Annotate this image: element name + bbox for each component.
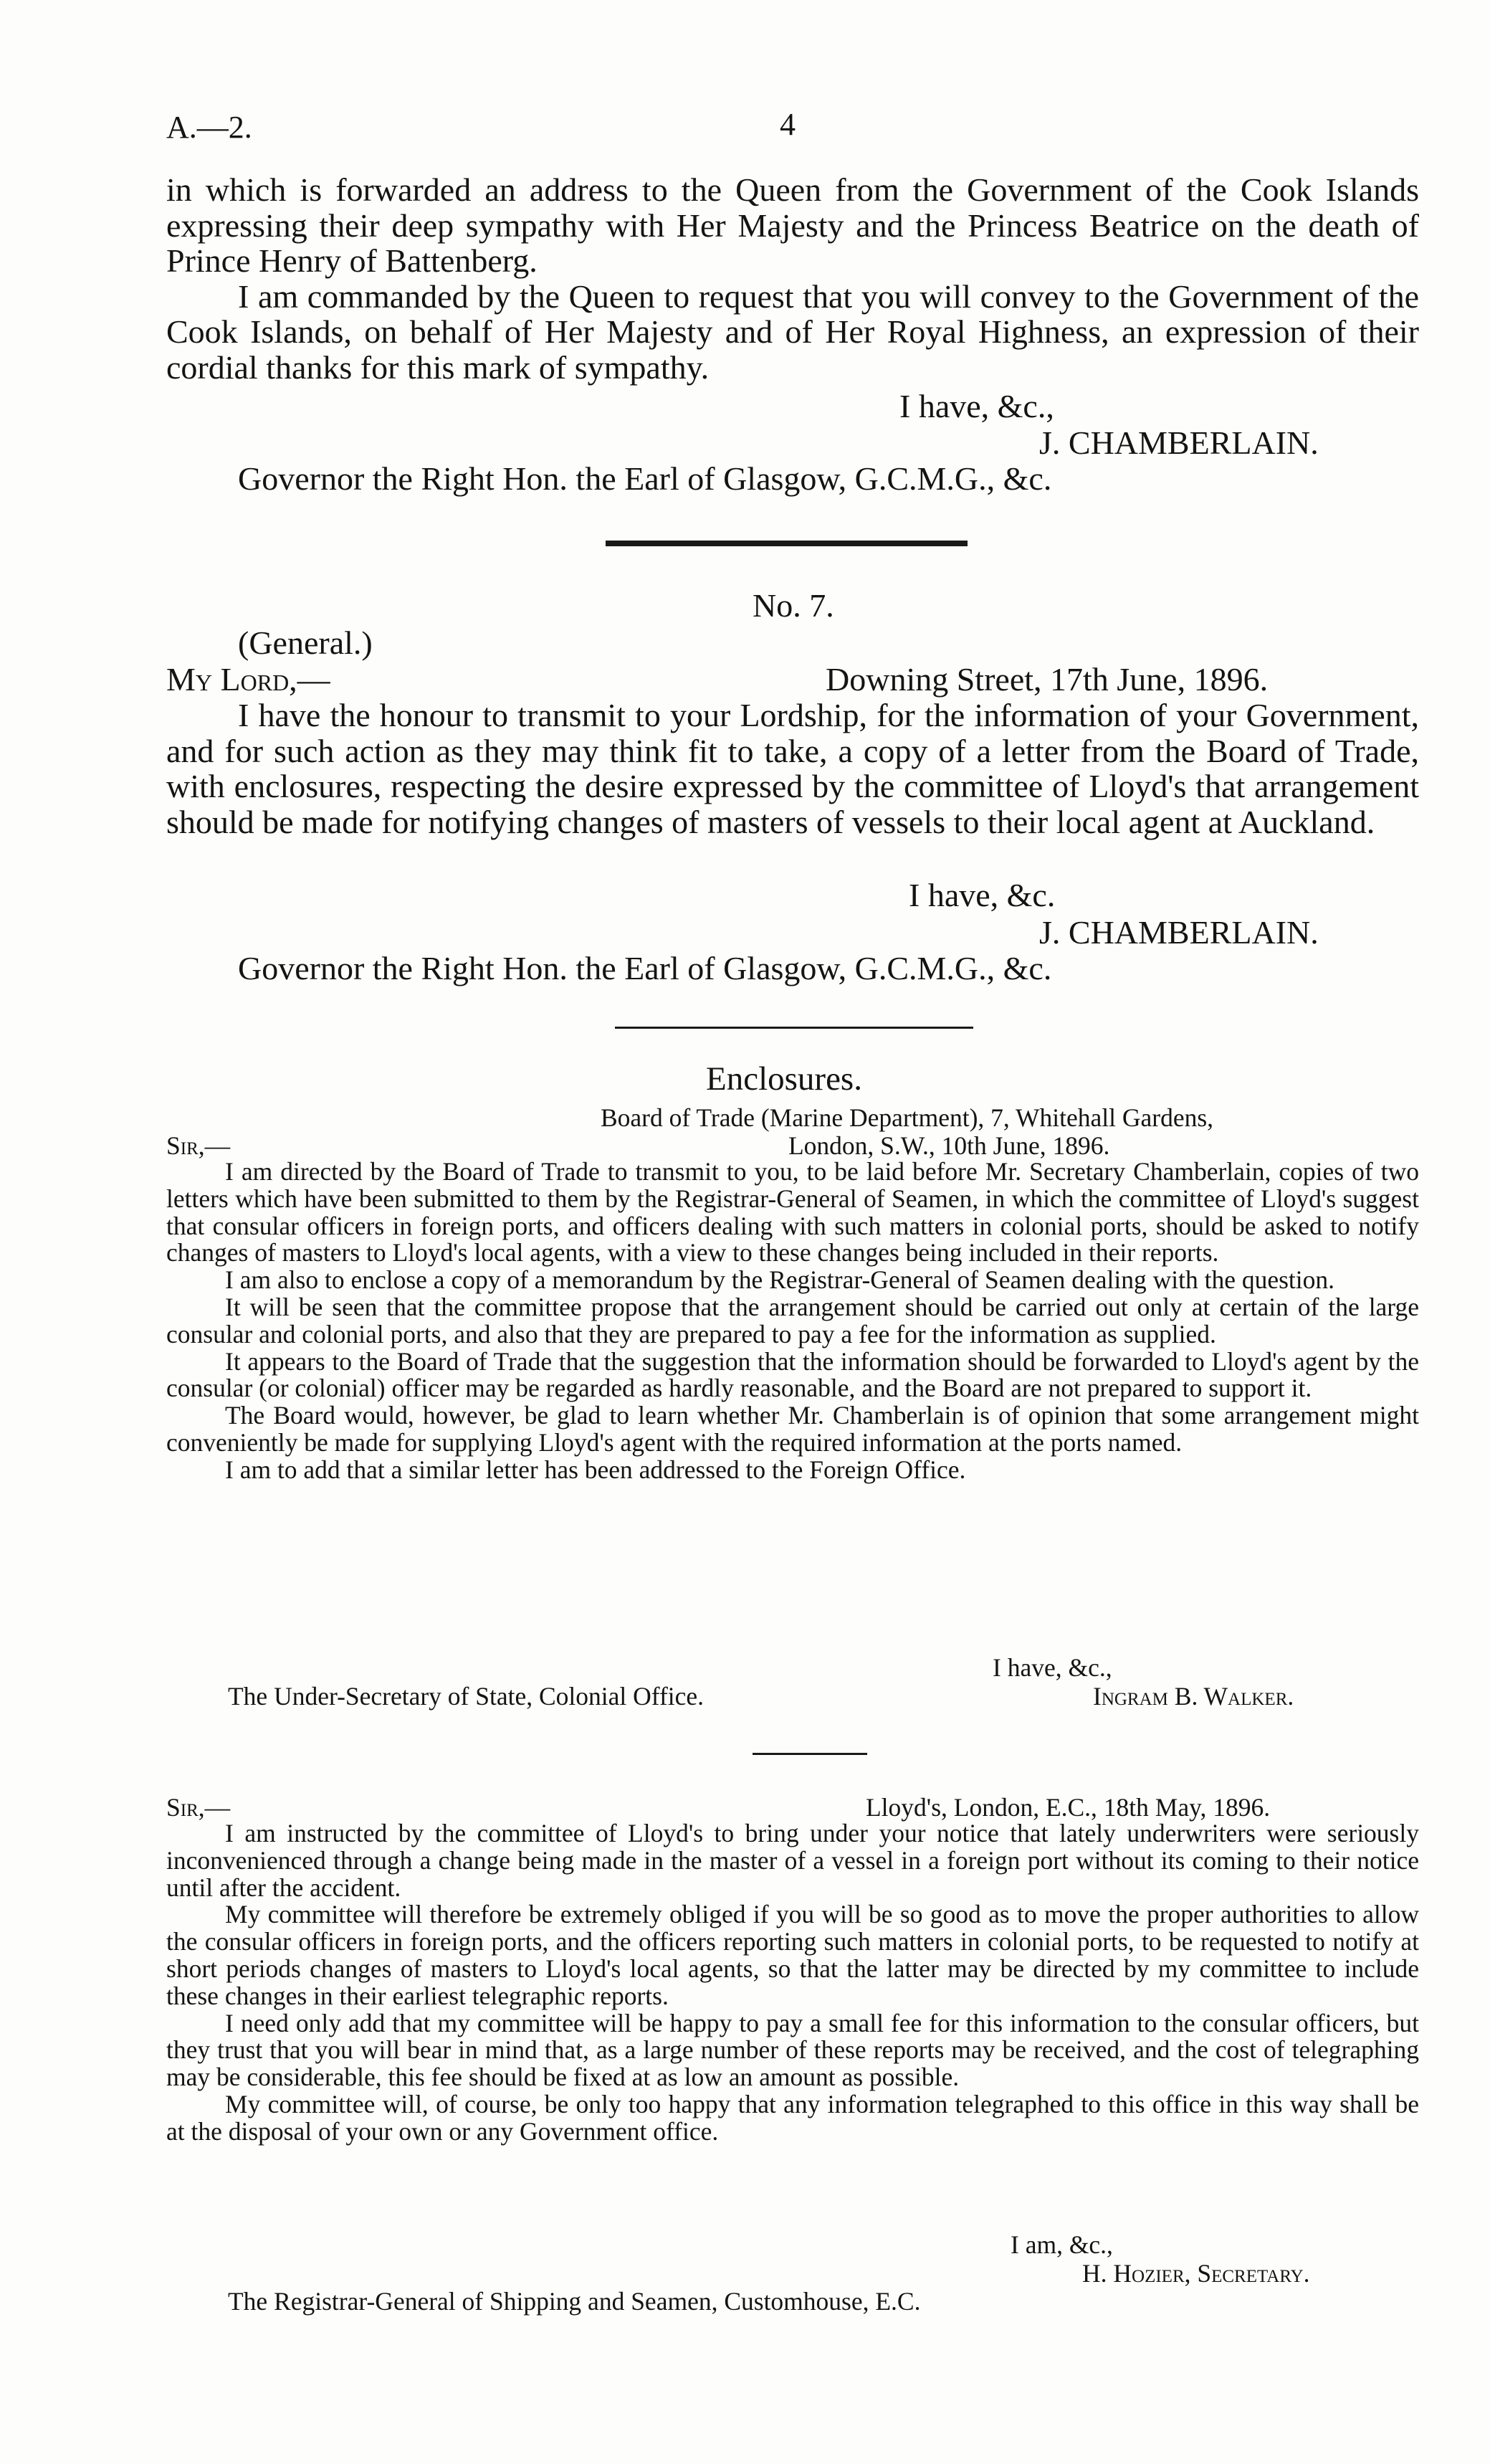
section1-closing: I have, &c., bbox=[899, 388, 1054, 424]
section-divider-thin bbox=[615, 1027, 973, 1029]
enclosure1-salutation: Sir,— bbox=[166, 1131, 231, 1160]
enclosures-heading: Enclosures. bbox=[706, 1060, 862, 1098]
enclosure1-paragraph-4: It appears to the Board of Trade that the suggestion that the information should be forwarded to Lloyd's agent by the consular (or colonial) officer may be regarded as hardly reasonable, and the Board are not prepared to support it. bbox=[166, 1346, 1419, 1403]
enclosure2-paragraph-1: I am instructed by the committee of Lloyd's to bring under your notice that lately underwriters were seriously inconvenienced through a change being made in the master of a vessel in a foreign port without its coming to their notice until after the accident. bbox=[166, 1819, 1419, 1902]
enclosure1-closing: I have, &c., bbox=[993, 1653, 1112, 1682]
enclosure2-addressee: The Registrar-General of Shipping and Seamen, Customhouse, E.C. bbox=[228, 2287, 921, 2316]
section1-body bbox=[166, 172, 1419, 386]
no7-body bbox=[166, 698, 1419, 839]
no7-signature: J. CHAMBERLAIN. bbox=[1039, 914, 1319, 951]
section1-addressee: Governor the Right Hon. the Earl of Glasgow, G.C.M.G., &c. bbox=[238, 460, 1052, 497]
letter-category: (General.) bbox=[238, 624, 373, 661]
section1-signature: J. CHAMBERLAIN. bbox=[1039, 424, 1319, 461]
enclosure2-signature: H. Hozier, Secretary. bbox=[1082, 2259, 1310, 2288]
enclosure1-paragraph-2: I am also to enclose a copy of a memorandum by the Registrar-General of Seamen dealing with the question. bbox=[225, 1265, 1334, 1295]
page-number: 4 bbox=[780, 107, 796, 142]
section1-paragraph-1: in which is forwarded an address to the Queen from the Government of the Cook Islands expressing their deep sympathy with Her Majesty and the Princess Beatrice on the death of Prince Henry of Battenberg. bbox=[166, 171, 1419, 280]
enclosure1-paragraph-1: I am directed by the Board of Trade to transmit to you, to be laid before Mr. Secretary Chamberlain, copies of two letters which have been submitted to them by the Registrar-General of Seamen, in which the committee of Lloyd's suggest that consular officers in foreign ports, and officers dealing with such matters in colonial ports, should be asked to notify changes of masters to Lloyd's local agents, with a view to these changes being included in their reports. bbox=[166, 1157, 1419, 1267]
enclosure2-paragraph-4: My committee will, of course, be only too happy that any information telegraphed to this office in this way shall be at the disposal of your own or any Government office. bbox=[166, 2089, 1419, 2146]
enclosure1-address-line2: London, S.W., 10th June, 1896. bbox=[788, 1131, 1110, 1160]
enclosure1-paragraph-6: I am to add that a similar letter has been addressed to the Foreign Office. bbox=[225, 1455, 966, 1484]
enclosure1-address-line1: Board of Trade (Marine Department), 7, Whitehall Gardens, bbox=[601, 1103, 1214, 1132]
no7-addressee: Governor the Right Hon. the Earl of Glasgow, G.C.M.G., &c. bbox=[238, 950, 1052, 986]
enclosure1-paragraph-5: The Board would, however, be glad to learn whether Mr. Chamberlain is of opinion that some arrangement might conveniently be made for supplying Lloyd's agent with the required information at the ports named. bbox=[166, 1401, 1419, 1457]
enclosure2-salutation: Sir,— bbox=[166, 1793, 231, 1822]
enclosure-divider bbox=[753, 1753, 867, 1755]
document-number-heading: No. 7. bbox=[753, 587, 834, 624]
enclosure1-addressee: The Under-Secretary of State, Colonial Office. bbox=[228, 1682, 705, 1711]
page-series-label: A.—2. bbox=[166, 110, 252, 145]
letter-place-date: Downing Street, 17th June, 1896. bbox=[826, 661, 1269, 698]
enclosure1-paragraph-3: It will be seen that the committee propose that the arrangement should be carried out only at certain of the large consular and colonial ports, and also that they are prepared to pay a fee for the information as supplied. bbox=[166, 1292, 1419, 1348]
section-divider-thick bbox=[606, 541, 968, 546]
enclosure2-body bbox=[166, 1820, 1419, 2146]
enclosure1-signature: Ingram B. Walker. bbox=[1093, 1682, 1294, 1711]
enclosure1-body bbox=[166, 1159, 1419, 1484]
enclosure2-paragraph-3: I need only add that my committee will be happy to pay a small fee for this information to the consular officers, but they trust that you will bear in mind that, as a large number of these reports may be received, and the cost of telegraphing may be considerable, this fee should be fixed at as low an amount as possible. bbox=[166, 2008, 1419, 2092]
no7-paragraph-1: I have the honour to transmit to your Lordship, for the information of your Government, and for such action as they may think fit to take, a copy of a letter from the Board of Trade, with enclosures, respecting the desire expressed by the committee of Lloyd's that arrangement should be made for notifying changes of masters of vessels to their local agent at Auckland. bbox=[166, 697, 1419, 840]
enclosure2-paragraph-2: My committee will therefore be extremely obliged if you will be so good as to move the proper authorities to allow the consular officers in foreign ports, and the officers reporting such matters in colonial ports, to be requested to notify at short periods changes of masters to Lloyd's local agents, so that the latter may be directed by my committee to include these changes in their earliest telegraphic reports. bbox=[166, 1900, 1419, 2010]
section1-paragraph-2: I am commanded by the Queen to request that you will convey to the Government of the Cook Islands, on behalf of Her Majesty and of Her Royal Highness, an expression of their cordial thanks for this mark of sympathy. bbox=[166, 277, 1419, 386]
enclosure2-place-date: Lloyd's, London, E.C., 18th May, 1896. bbox=[866, 1793, 1271, 1822]
no7-closing: I have, &c. bbox=[909, 877, 1056, 913]
letter-salutation: My Lord,— bbox=[166, 661, 330, 698]
enclosure2-closing: I am, &c., bbox=[1011, 2230, 1113, 2259]
